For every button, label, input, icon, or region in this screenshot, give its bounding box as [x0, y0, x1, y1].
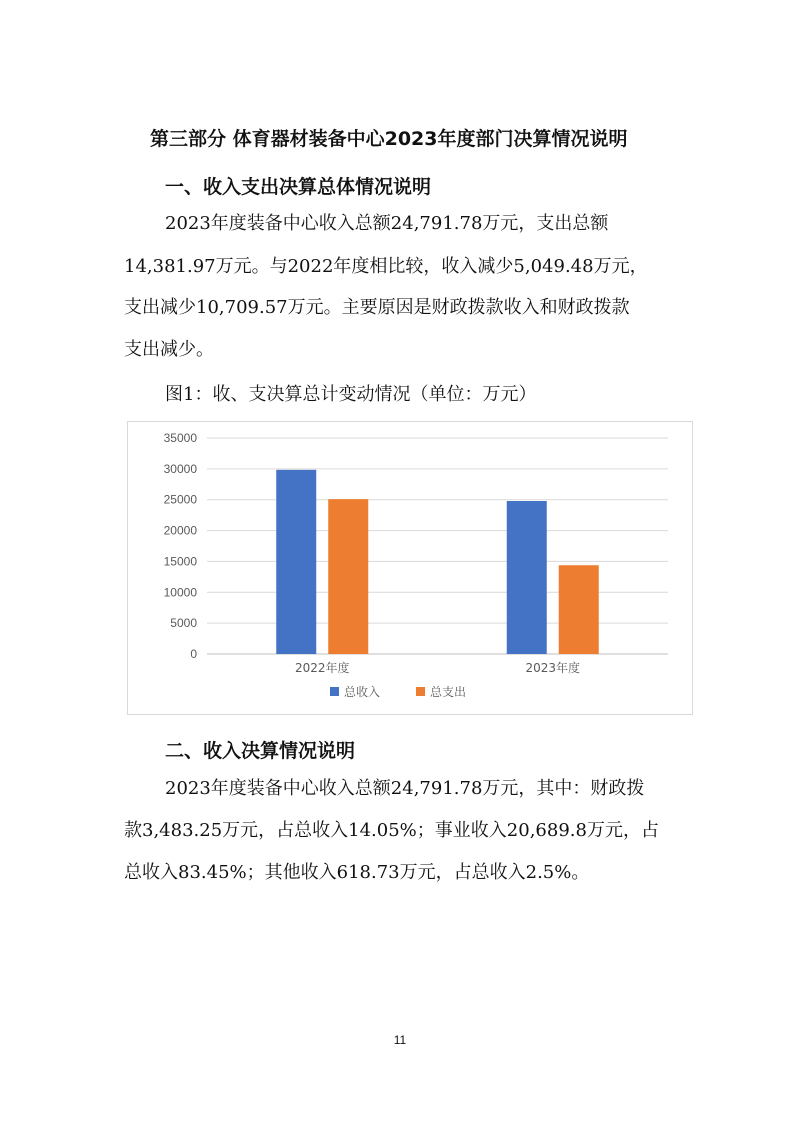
bar-chart	[128, 422, 692, 714]
bar-income	[507, 501, 547, 654]
legend-label: 总收入	[344, 685, 381, 699]
section2-heading: 二、收入决算情况说明	[165, 740, 356, 762]
section2-line-3: 总收入83.45%；其他收入618.73万元，占总收入2.5%。	[124, 862, 590, 883]
section1-line-3: 支出减少10,709.57万元。主要原因是财政拨款收入和财政拨款	[124, 297, 630, 318]
y-tick-label: 0	[190, 647, 197, 661]
figure-caption: 图1：收、支决算总计变动情况（单位：万元）	[165, 384, 537, 405]
bar-expense	[559, 565, 599, 654]
section2-line-1: 2023年度装备中心收入总额24,791.78万元，其中：财政拨	[165, 778, 645, 799]
page-number: 11	[393, 1033, 407, 1047]
legend-swatch	[330, 687, 339, 696]
y-tick-label: 10000	[163, 585, 197, 600]
page-title: 第三部分 体育器材装备中心2023年度部门决算情况说明	[150, 128, 628, 150]
bar-income	[276, 470, 316, 654]
y-tick-label: 5000	[170, 616, 197, 631]
section1-line-4: 支出减少。	[124, 339, 214, 360]
legend-swatch	[416, 687, 425, 696]
section1-line-2: 14,381.97万元。与2022年度相比较，收入减少5,049.48万元，	[124, 256, 648, 277]
bar-expense	[328, 499, 368, 654]
y-tick-label: 15000	[163, 554, 197, 569]
x-category-label: 2022年度	[294, 661, 350, 675]
x-category-label: 2023年度	[525, 661, 581, 675]
legend-label: 总支出	[430, 685, 467, 699]
section1-line-1: 2023年度装备中心收入总额24,791.78万元，支出总额	[165, 213, 609, 234]
section2-line-2: 款3,483.25万元，占总收入14.05%；事业收入20,689.8万元，占	[124, 820, 659, 841]
y-tick-label: 30000	[163, 461, 197, 476]
chart-container	[127, 421, 693, 715]
section1-heading: 一、收入支出决算总体情况说明	[165, 176, 432, 198]
y-tick-label: 35000	[163, 431, 197, 445]
y-tick-label: 25000	[163, 492, 197, 507]
y-tick-label: 20000	[163, 523, 197, 538]
